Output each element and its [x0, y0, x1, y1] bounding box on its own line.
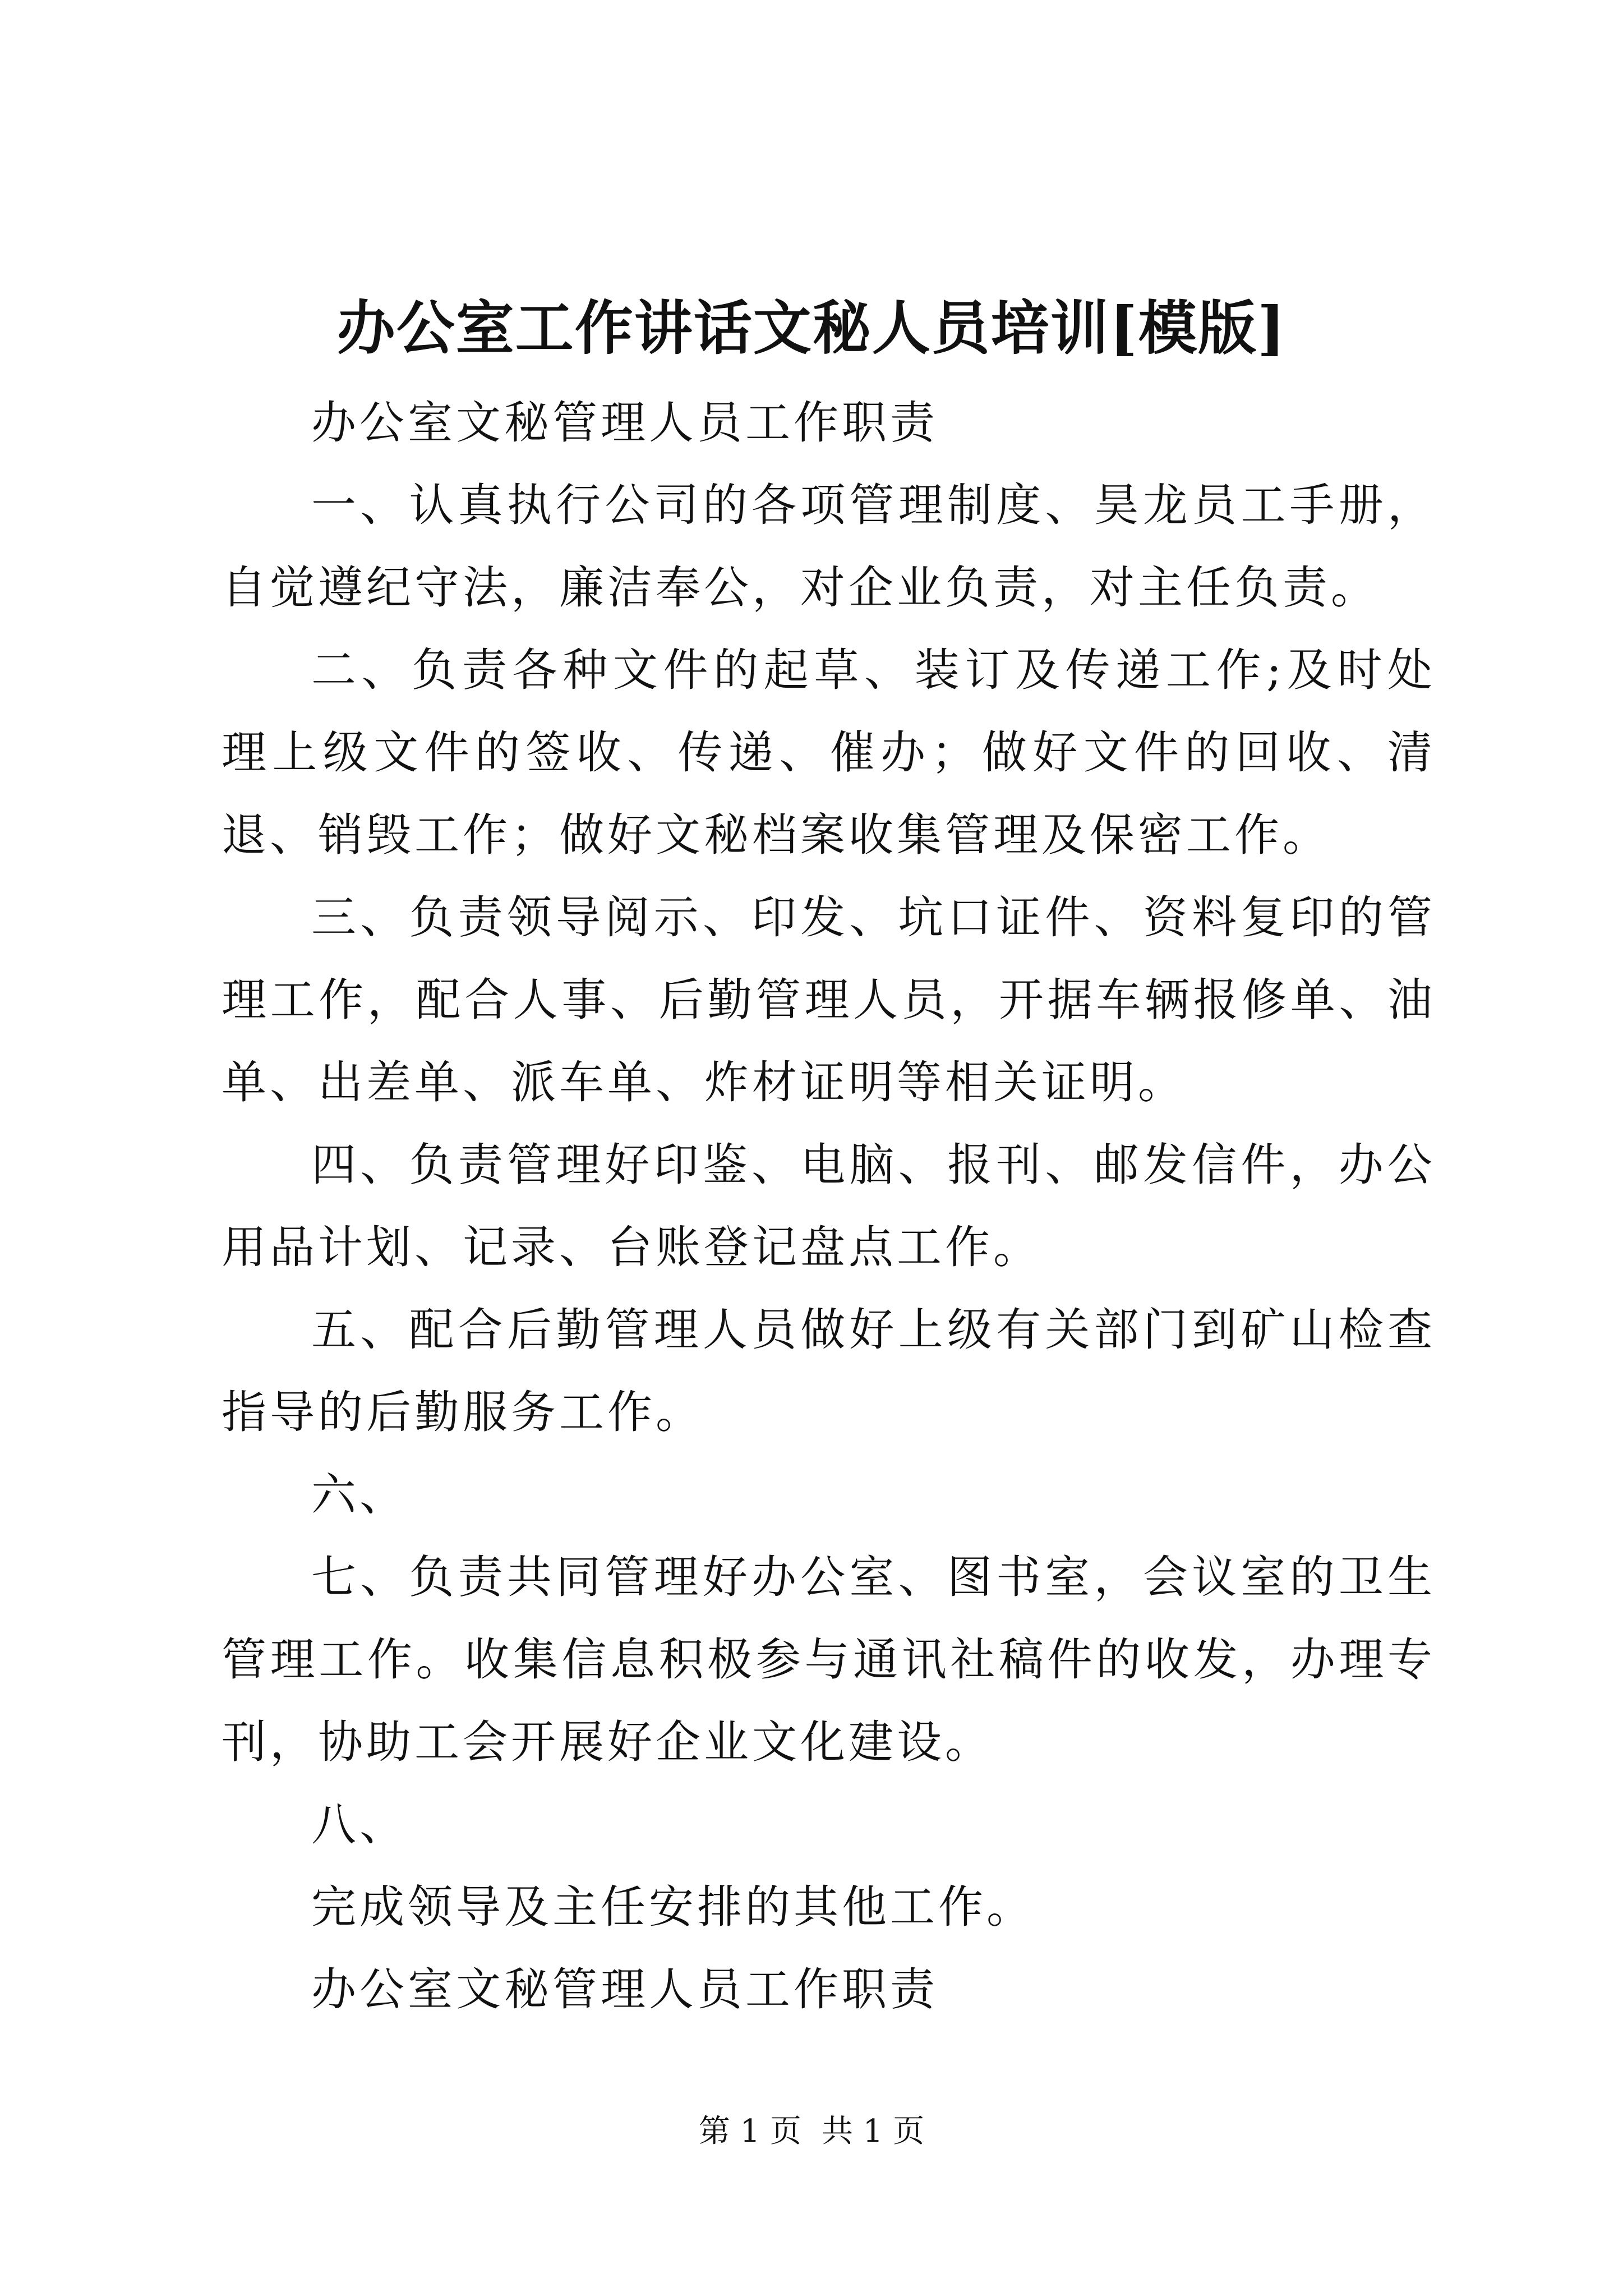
paragraph-item-7: 七、负责共同管理好办公室、图书室，会议室的卫生管理工作。收集信息积极参与通讯社稿件的收发，办理专刊，协助工会开展好企业文化建设。	[222, 1551, 1436, 1768]
document-title: 办公室工作讲话文秘人员培训[模版]	[336, 293, 1287, 362]
document-body	[222, 381, 1436, 2031]
paragraph-heading: 办公室文秘管理人员工作职责	[311, 397, 938, 449]
page-footer	[0, 2109, 1623, 2154]
paragraph-item-1: 一、认真执行公司的各项管理制度、昊龙员工手册，自觉遵纪守法，廉洁奉公，对企业负责，对主任负责。	[222, 479, 1436, 614]
paragraph-item-3: 三、负责领导阅示、印发、坑口证件、资料复印的管理工作，配合人事、后勤管理人员，开据车辆报修单、油单、出差单、派车单、炸材证明等相关证明。	[222, 891, 1436, 1108]
paragraph-item-4: 四、负责管理好印鉴、电脑、报刊、邮发信件，办公用品计划、记录、台账登记盘点工作。	[222, 1139, 1436, 1273]
paragraph-item-5: 五、配合后勤管理人员做好上级有关部门到矿山检查指导的后勤服务工作。	[222, 1304, 1436, 1438]
paragraph-other-duties: 完成领导及主任安排的其他工作。	[311, 1881, 1035, 1933]
paragraph-heading-repeat: 办公室文秘管理人员工作职责	[311, 1963, 938, 2016]
page-number: 第 1 页	[698, 2113, 801, 2150]
paragraph-item-8: 八、	[311, 1798, 408, 1851]
paragraph-item-6: 六、	[311, 1469, 408, 1521]
paragraph-item-2: 二、负责各种文件的起草、装订及传递工作;及时处理上级文件的签收、传递、催办；做好文件的回收、清退、销毁工作；做好文秘档案收集管理及保密工作。	[222, 644, 1436, 861]
page-total: 共 1 页	[822, 2113, 925, 2150]
